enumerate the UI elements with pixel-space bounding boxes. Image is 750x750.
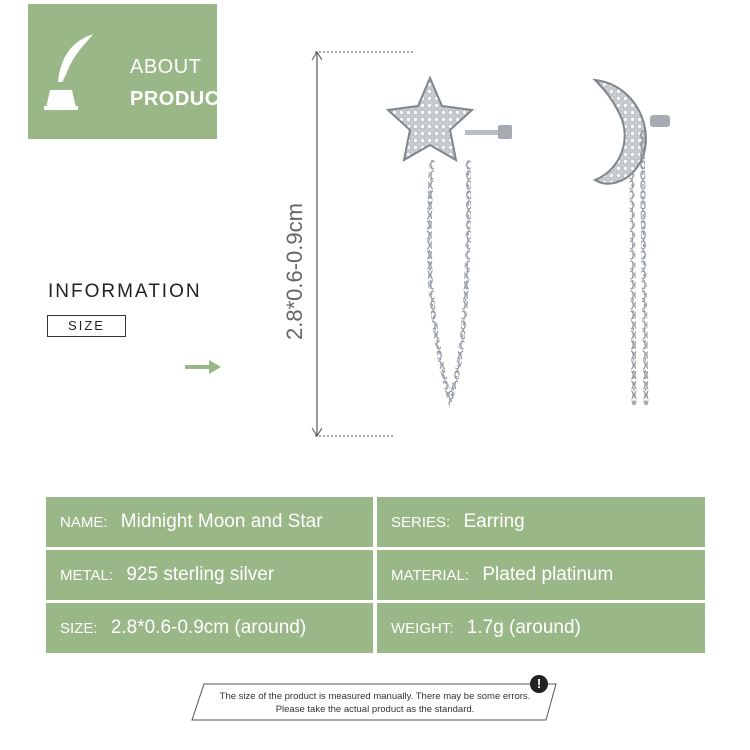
spec-series-value: Earring [463, 511, 525, 532]
notice-frame [190, 683, 560, 721]
spec-table [46, 497, 705, 653]
spec-name-value: Midnight Moon and Star [120, 511, 323, 532]
spec-weight [377, 603, 705, 653]
spec-metal-key: METAL: [60, 567, 114, 584]
spec-size-value: 2.8*0.6-0.9cm (around) [110, 617, 307, 638]
spec-series-key: SERIES: [391, 514, 451, 531]
spec-weight-key: WEIGHT: [391, 620, 454, 637]
spec-series [377, 497, 705, 547]
product-image [370, 60, 700, 460]
badge-line-product: PRODUCT [130, 88, 233, 110]
arrow-right-icon [185, 360, 221, 374]
star-earring [388, 78, 512, 400]
dimension-label [262, 160, 322, 350]
spec-metal [46, 550, 373, 600]
quill-inkpot-icon [42, 32, 100, 112]
spec-weight-value: 1.7g (around) [466, 617, 581, 638]
spec-material-key: MATERIAL: [391, 567, 470, 584]
spec-metal-value: 925 sterling silver [126, 564, 275, 585]
moon-earring [595, 80, 670, 405]
badge-line-about: ABOUT [130, 56, 202, 78]
spec-material [377, 550, 705, 600]
about-product-badge [28, 4, 233, 139]
notice-line-2: Please take the actual product as the standard. [275, 704, 475, 715]
measurement-notice [190, 676, 560, 721]
spec-material-value: Plated platinum [482, 564, 614, 585]
information-heading: INFORMATION [48, 281, 202, 302]
spec-size-key: SIZE: [60, 620, 98, 637]
notice-line-1: The size of the product is measured manually. There may be some errors. [219, 691, 531, 702]
dimension-text: 2.8*0.6-0.9cm [282, 203, 307, 340]
spec-name-key: NAME: [60, 514, 108, 531]
spec-name [46, 497, 373, 547]
size-tag: SIZE [47, 315, 126, 337]
exclamation-icon: ! [530, 675, 548, 693]
spec-size [46, 603, 373, 653]
